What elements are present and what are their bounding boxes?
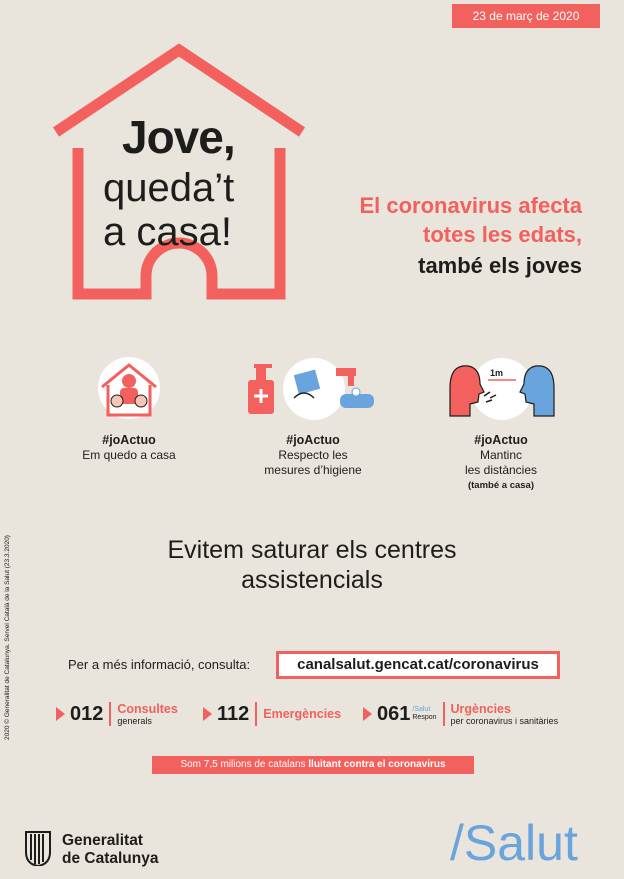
phone-subtitle: per coronavirus i sanitàries (450, 715, 559, 726)
action-hygiene (233, 433, 393, 478)
action-text-line-2: mesures d’higiene (264, 463, 362, 477)
headline-line-2: queda’t (103, 166, 235, 210)
slogan-banner (152, 756, 474, 774)
message-line-3: també els joves (418, 253, 582, 278)
phone-title: Urgències (450, 701, 511, 716)
date-badge: 23 de març de 2020 (452, 4, 600, 28)
action-tag: #joActuo (286, 433, 340, 447)
action-tag: #joActuo (474, 433, 528, 447)
logo-line-1: Generalitat (62, 832, 143, 849)
arrow-right-icon (203, 707, 212, 721)
hand-hygiene-icon (244, 358, 384, 420)
phone-061 (363, 702, 558, 726)
generalitat-logo-text (62, 832, 158, 868)
slogan-bold: lluitant contra el coronavirus (308, 759, 446, 770)
action-text-line-2: les distàncies (464, 463, 538, 477)
family-house-icon (98, 357, 160, 419)
subheadline (0, 535, 624, 595)
headline-line-1: Jove, (122, 111, 235, 163)
arrow-right-icon (363, 707, 372, 721)
salut-respon-prefix-2: Respon (412, 714, 437, 721)
phone-number: 012 (70, 702, 104, 725)
salut-respon-prefix: /Salut (412, 706, 431, 713)
message-line-1: El coronavirus afecta (359, 193, 582, 218)
phone-title: Consultes (117, 701, 178, 716)
action-distance (421, 433, 581, 493)
phone-subtitle: generals (117, 715, 152, 726)
arrow-right-icon (56, 707, 65, 721)
info-label: Per a més informació, consulta: (68, 657, 251, 672)
distance-icon (446, 358, 558, 420)
phone-number: 112 (217, 702, 250, 725)
generalitat-logo-icon (24, 830, 52, 866)
salut-brand: /Salut (450, 815, 578, 871)
action-text: Em quedo a casa (82, 448, 176, 462)
info-link[interactable]: canalsalut.gencat.cat/coronavirus (276, 651, 560, 679)
message-line-2: totes les edats, (423, 222, 582, 247)
action-text-line-1: Respecto les (278, 448, 348, 462)
slogan-normal: Som 7,5 milions de catalans (180, 759, 309, 770)
phone-number: 061 (377, 702, 411, 725)
phone-title: Emergències (263, 706, 342, 721)
phone-012 (56, 702, 178, 726)
action-text-note: (també a casa) (467, 480, 534, 491)
action-tag: #joActuo (102, 433, 156, 447)
subheadline-line-2: assistencials (241, 566, 383, 594)
phone-112 (203, 702, 341, 726)
copyright-text: 2020 © Generalitat de Catalunya. Servei Català de la Salut (23.3.2020) (4, 535, 11, 740)
distance-label: 1m (490, 368, 504, 378)
subheadline-line-1: Evitem saturar els centres (167, 536, 457, 564)
action-text-line-1: Mantinc (479, 448, 523, 462)
headline-line-3: a casa! (103, 210, 232, 254)
action-stay-home (49, 433, 209, 463)
logo-line-2: de Catalunya (62, 850, 159, 867)
copyright (4, 500, 14, 740)
